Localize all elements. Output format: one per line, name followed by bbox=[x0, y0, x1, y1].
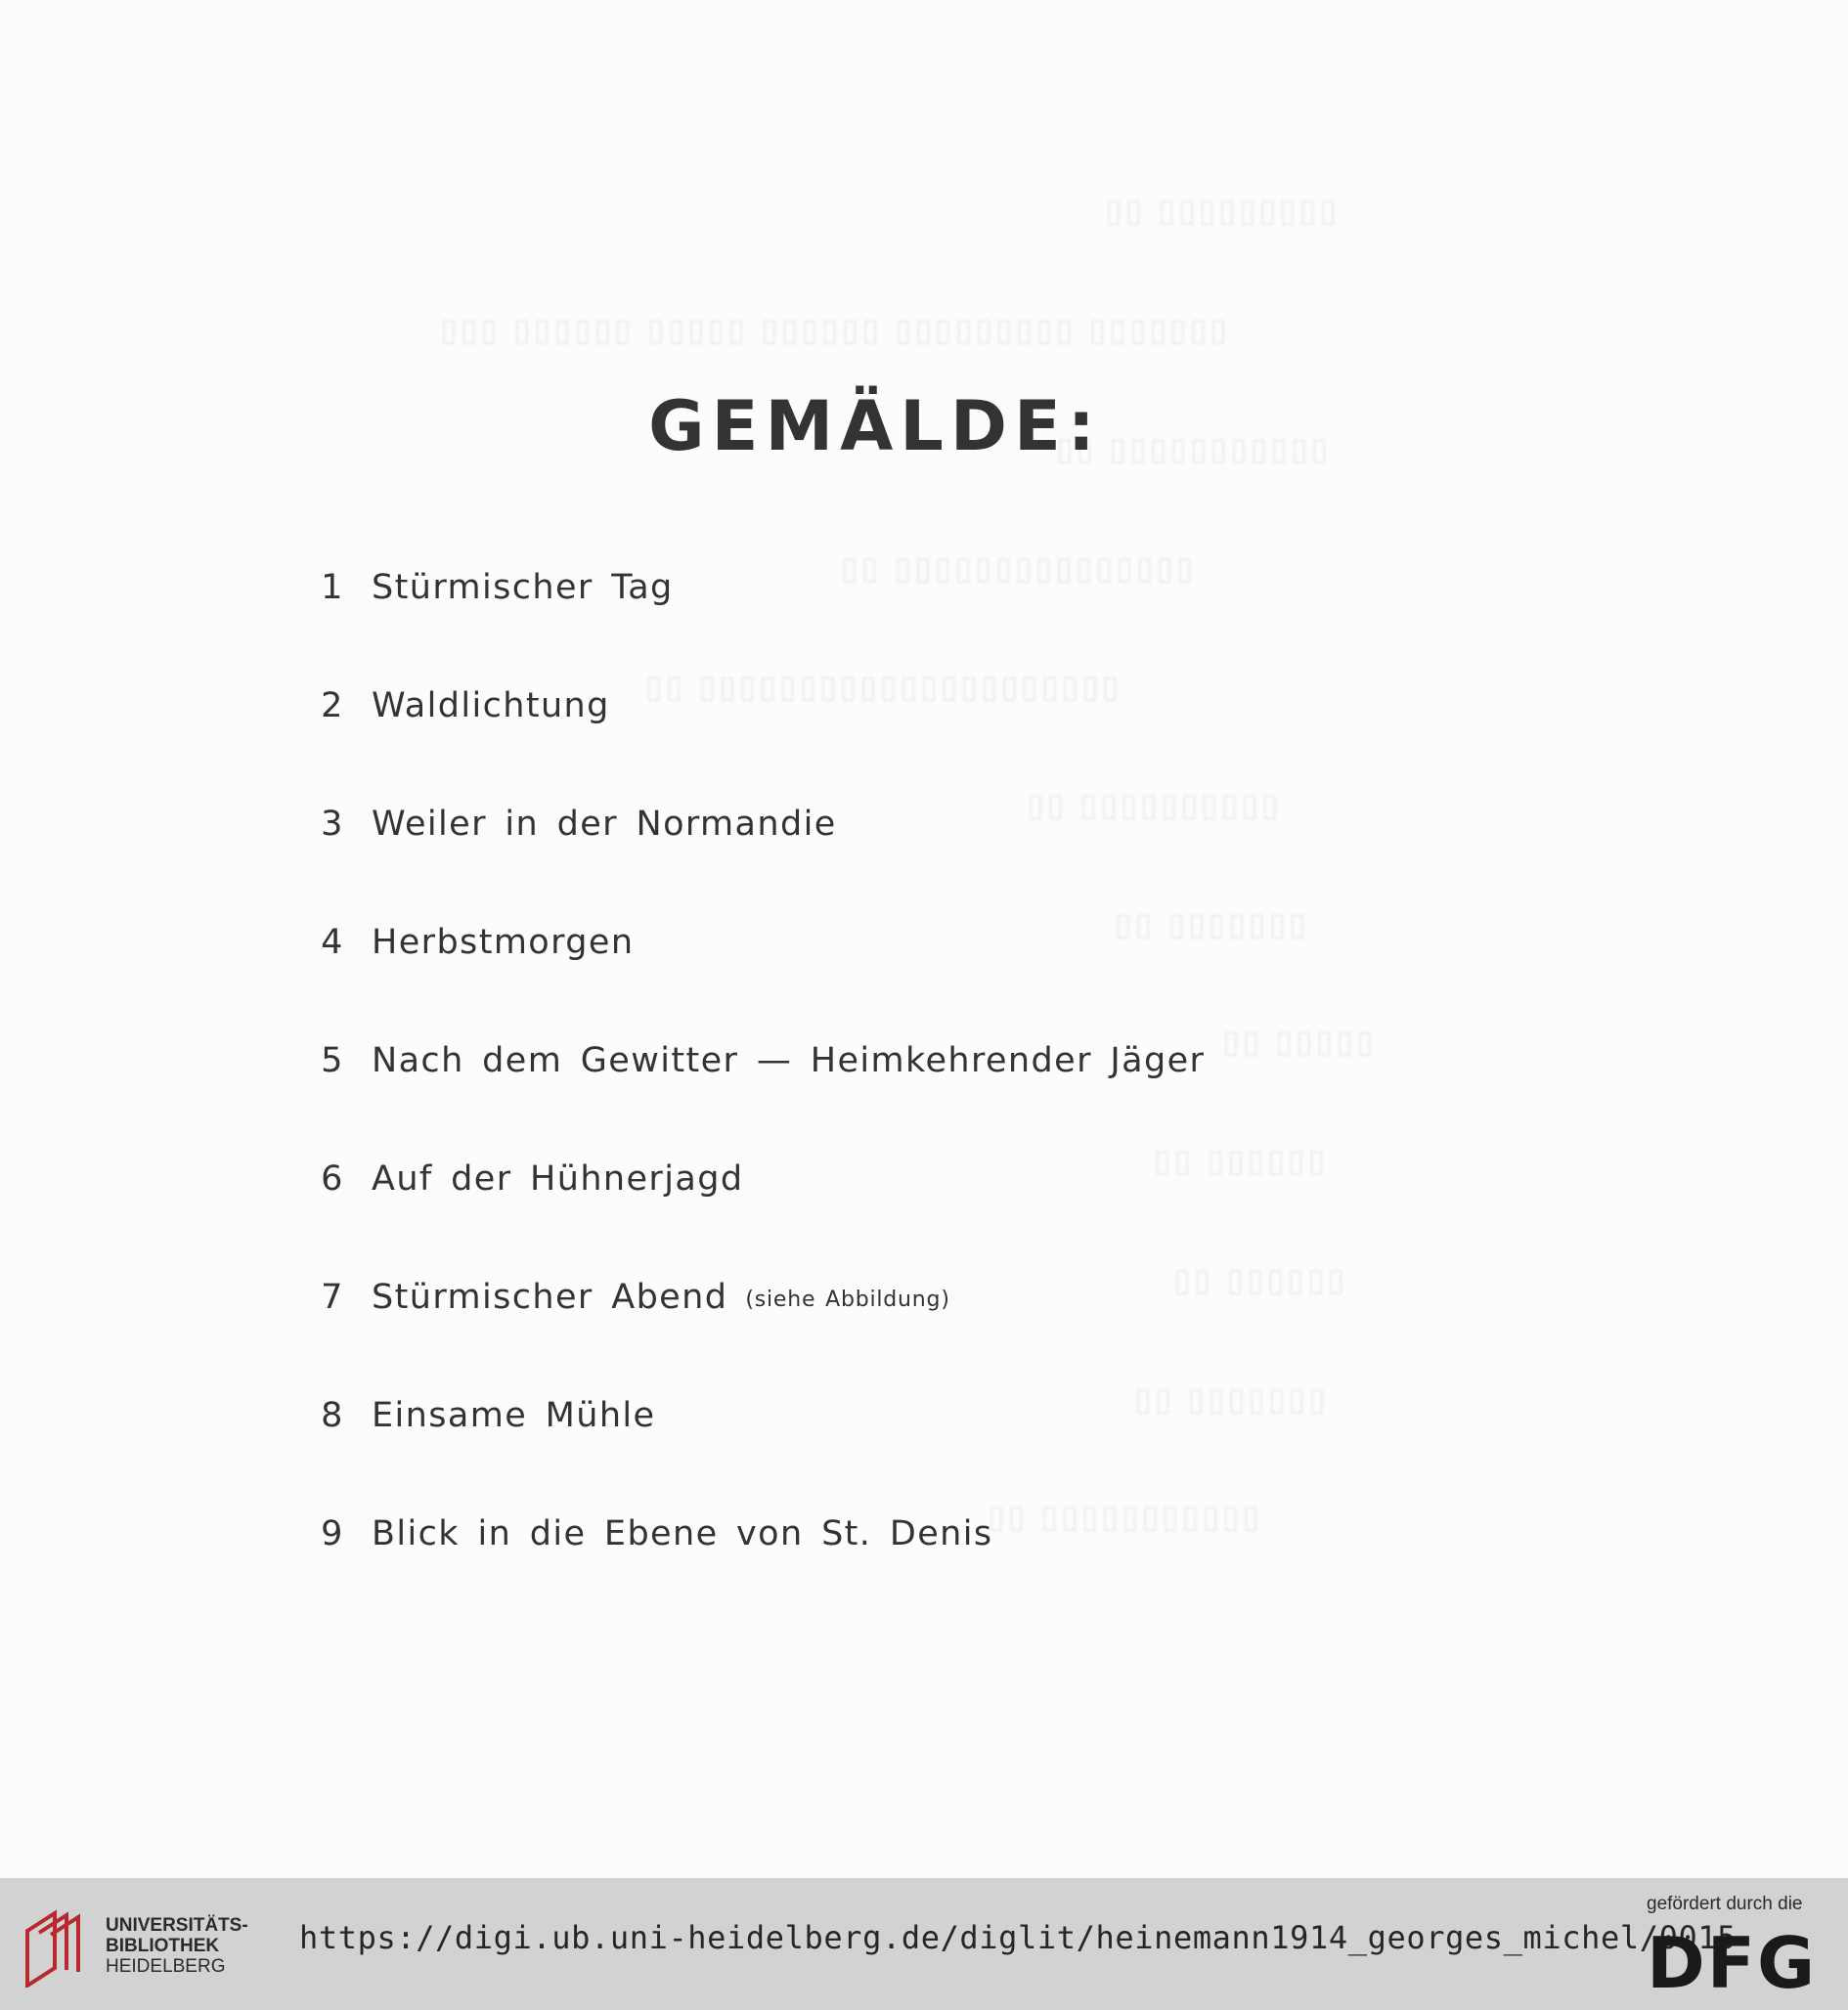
show-through-mark: ▯▯ ▯▯▯▯▯ bbox=[1222, 1023, 1377, 1060]
item-number: 1 bbox=[321, 567, 344, 607]
item-number: 2 bbox=[321, 685, 344, 725]
library-name bbox=[106, 1915, 248, 1977]
item-number: 4 bbox=[321, 922, 344, 962]
funding-caption: gefördert durch die bbox=[1647, 1894, 1803, 1914]
show-through-mark: ▯▯▯ ▯▯▯▯▯▯ ▯▯▯▯▯ ▯▯▯▯▯▯ ▯▯▯▯▯▯▯▯▯ ▯▯▯▯▯▯▯ bbox=[440, 311, 1230, 348]
show-through-mark: ▯▯ ▯▯▯▯▯▯▯▯▯▯▯▯▯▯▯▯▯▯▯▯▯ bbox=[645, 668, 1122, 705]
show-through-mark: ▯▯ ▯▯▯▯▯▯▯▯▯▯ bbox=[1027, 786, 1282, 823]
painting-list bbox=[293, 528, 1467, 1593]
item-number: 5 bbox=[321, 1040, 344, 1080]
show-through-mark: ▯▯ ▯▯▯▯▯▯ bbox=[1154, 1142, 1329, 1179]
painting-title: Waldlichtung bbox=[372, 685, 610, 725]
painting-title: Stürmischer Abend bbox=[372, 1277, 728, 1317]
show-through-mark: ▯▯ ▯▯▯▯▯▯▯ bbox=[1115, 905, 1309, 942]
item-number: 3 bbox=[321, 804, 344, 844]
show-through-mark: ▯▯ ▯▯▯▯▯▯▯ bbox=[1134, 1380, 1329, 1418]
library-logo-icon bbox=[22, 1907, 92, 1988]
list-item bbox=[293, 765, 1467, 883]
page-title: GEMÄLDE: bbox=[648, 385, 1102, 466]
show-through-mark: ▯▯ ▯▯▯▯▯▯▯▯▯▯▯ bbox=[1056, 430, 1332, 467]
list-item bbox=[293, 883, 1467, 1001]
list-item bbox=[293, 528, 1467, 646]
painting-title: Nach dem Gewitter — Heimkehrender Jäger bbox=[372, 1040, 1206, 1080]
list-item bbox=[293, 1356, 1467, 1474]
painting-title: Weiler in der Normandie bbox=[372, 804, 837, 844]
show-through-mark: ▯▯ ▯▯▯▯▯▯▯▯▯ bbox=[1105, 192, 1340, 229]
permalink-url[interactable]: https://digi.ub.uni-heidelberg.de/diglit/heinemann1914_georges_michel/0015 bbox=[299, 1919, 1738, 1956]
item-number: 8 bbox=[321, 1395, 344, 1435]
painting-note: (siehe Abbildung) bbox=[745, 1288, 950, 1312]
library-name-line1: UNIVERSITÄTS- bbox=[106, 1915, 248, 1936]
library-name-line2: BIBLIOTHEK bbox=[106, 1936, 220, 1956]
show-through-mark: ▯▯ ▯▯▯▯▯▯▯▯▯▯▯ bbox=[988, 1498, 1263, 1535]
item-number: 7 bbox=[321, 1277, 344, 1317]
painting-title: Herbstmorgen bbox=[372, 922, 635, 962]
painting-title: Einsame Mühle bbox=[372, 1395, 656, 1435]
painting-title: Stürmischer Tag bbox=[372, 567, 674, 607]
item-number: 6 bbox=[321, 1158, 344, 1199]
dfg-logo-text: DFG bbox=[1647, 1929, 1818, 1993]
painting-title: Blick in die Ebene von St. Denis bbox=[372, 1513, 993, 1553]
show-through-mark: ▯▯ ▯▯▯▯▯▯ bbox=[1173, 1261, 1348, 1298]
list-item bbox=[293, 1474, 1467, 1593]
list-item bbox=[293, 1119, 1467, 1238]
list-item bbox=[293, 646, 1467, 765]
list-item bbox=[293, 1238, 1467, 1356]
show-through-mark: ▯▯ ▯▯▯▯▯▯▯▯▯▯▯▯▯▯▯ bbox=[841, 549, 1197, 587]
painting-title: Auf der Hühnerjagd bbox=[372, 1158, 744, 1199]
item-number: 9 bbox=[321, 1513, 344, 1553]
library-name-line3: HEIDELBERG bbox=[106, 1956, 226, 1977]
dfg-logo-icon bbox=[1647, 1929, 1821, 1993]
footer-bar bbox=[0, 1878, 1848, 2010]
list-item bbox=[293, 1001, 1467, 1119]
